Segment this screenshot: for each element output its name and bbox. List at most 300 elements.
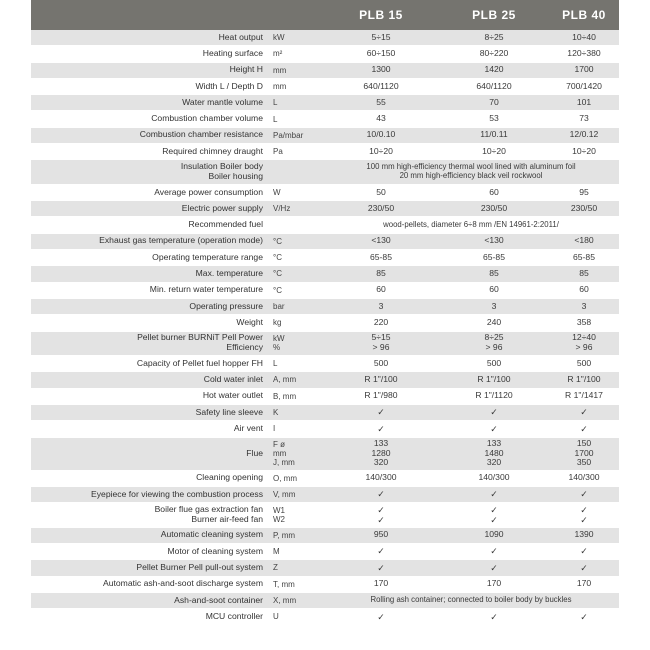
value-line: 3 [581,300,587,311]
value-line: 133 [486,437,502,448]
value-cell-plb25 [439,147,549,157]
value-cell-plb40 [549,375,619,385]
value-line: 8÷25 [484,332,504,343]
row-label-line: Safety line sleeve [195,406,263,417]
shared-value-line: 20 mm high-efficiency black veil rockwool [399,171,543,181]
value-line: 85 [376,268,386,279]
value-line: 133 [373,437,389,448]
value-cell-plb25 [439,82,549,92]
value-line: ✓ [490,546,498,557]
value-cell-plb25 [439,563,549,573]
value-line: 50 [376,186,386,197]
row-unit-line: Z [273,563,278,573]
value-line: 53 [489,113,499,124]
value-line: ✓ [580,489,588,500]
value-line: 65-85 [370,251,392,262]
value-line: 140/300 [568,472,600,483]
row-unit-line: K [273,407,279,417]
value-line: ✓ [490,514,498,525]
value-cell-plb25 [439,302,549,312]
value-line: 60 [489,186,499,197]
table-row [31,577,619,593]
value-cell-plb40 [549,505,619,526]
row-unit-line: W1 [273,505,285,515]
row-unit [267,82,323,91]
value-line: 3 [378,300,384,311]
row-unit [267,596,323,605]
value-line: 170 [576,578,592,589]
value-cell-plb15 [323,253,439,263]
row-unit-line: U [273,612,279,622]
value-line: ✓ [377,611,385,622]
row-unit-line: °C [273,236,282,246]
value-line: 10÷20 [572,145,596,156]
row-label-line: Boiler flue gas extraction fan [154,504,263,514]
value-cell-plb15 [323,424,439,434]
value-line: 950 [373,529,389,540]
row-label-line: Width L / Depth D [195,80,263,91]
value-line: ✓ [377,423,385,434]
value-line: ✓ [580,423,588,434]
table-row [31,487,619,503]
value-cell-plb15 [323,563,439,573]
row-unit [267,424,323,433]
row-unit-line: W [273,187,281,197]
value-cell-plb25 [439,98,549,108]
row-unit-line: L [273,114,278,124]
value-line: ✓ [490,504,498,515]
row-unit [267,98,323,107]
table-row [31,217,619,233]
table-row [31,315,619,331]
value-cell-plb15 [323,114,439,124]
value-cell-plb15 [323,333,439,353]
row-label-line: Heating surface [202,48,263,58]
shared-value-cell [323,221,619,230]
row-label-line: Pellet burner BURNiT Pell Power [137,332,263,343]
row-unit [267,302,323,311]
value-line: 10/0.10 [366,129,396,140]
row-unit-line: kW [273,33,285,43]
value-cell-plb40 [549,114,619,124]
value-cell-plb25 [439,114,549,124]
row-unit [267,563,323,572]
value-cell-plb40 [549,147,619,157]
value-line: 358 [576,316,592,327]
row-label [31,302,267,312]
value-cell-plb25 [439,130,549,140]
value-line: ✓ [490,489,498,500]
row-label-line: Eyepiece for viewing the combustion process [91,488,263,499]
table-header [31,0,619,30]
value-cell-plb25 [439,359,549,369]
value-line: 101 [576,96,592,107]
value-line: 1420 [484,64,504,75]
row-unit [267,334,323,352]
row-unit-line: W2 [273,514,285,524]
row-unit [267,490,323,499]
value-line: 60 [579,284,589,295]
value-line: 12÷40 [572,332,596,343]
value-line: 640/1120 [476,80,512,91]
row-label-line: Hot water outlet [202,390,263,401]
value-cell-plb40 [549,98,619,108]
row-label [31,333,267,353]
row-label [31,220,267,230]
value-cell-plb15 [323,530,439,540]
value-cell-plb40 [549,563,619,573]
value-cell-plb15 [323,439,439,469]
value-cell-plb25 [439,65,549,75]
row-label [31,147,267,157]
value-line: 95 [579,186,589,197]
value-line: 73 [579,113,589,124]
row-label [31,596,267,606]
value-line: 350 [576,457,592,468]
table-row [31,528,619,544]
row-label-line: Ash-and-soot container [174,594,263,605]
table-row [31,95,619,111]
table-row [31,372,619,388]
value-cell-plb15 [323,33,439,43]
row-label-line: Cold water inlet [203,374,263,385]
value-line: 60 [489,284,499,295]
row-label-line: Operating pressure [189,300,263,311]
row-unit [267,612,323,621]
value-line: 60 [376,284,386,295]
row-label [31,82,267,92]
value-line: ✓ [377,562,385,573]
row-label-line: Recommended fuel [188,219,263,230]
shared-value-cell [323,163,619,181]
table-row [31,46,619,62]
row-label-line: Max. temperature [195,268,263,279]
value-line: 43 [376,113,386,124]
value-cell-plb40 [549,204,619,214]
row-unit-line: °C [273,253,282,263]
value-cell-plb15 [323,82,439,92]
row-unit-line: M [273,546,280,556]
row-unit [267,286,323,295]
table-row [31,266,619,282]
value-line: 240 [486,316,502,327]
value-cell-plb40 [549,333,619,353]
value-cell-plb15 [323,359,439,369]
row-unit [267,440,323,468]
value-cell-plb25 [439,489,549,499]
value-line: R 1"/100 [567,374,601,385]
value-cell-plb40 [549,407,619,417]
table-row [31,234,619,250]
value-line: 1390 [574,529,594,540]
row-label [31,49,267,59]
row-label [31,612,267,622]
value-cell-plb40 [549,82,619,92]
row-label [31,236,267,246]
table-row [31,299,619,315]
value-cell-plb15 [323,204,439,214]
value-line: > 96 [485,342,503,353]
shared-value-cell [323,596,619,605]
row-label-line: Heat output [218,31,263,42]
value-cell-plb40 [549,130,619,140]
value-cell-plb15 [323,391,439,401]
row-unit [267,359,323,368]
table-row [31,144,619,160]
value-line: ✓ [490,562,498,573]
row-unit-line: P, mm [273,530,296,540]
value-cell-plb25 [439,204,549,214]
value-line: 170 [486,578,502,589]
value-cell-plb40 [549,579,619,589]
row-label [31,563,267,573]
row-label [31,391,267,401]
value-line: 220 [373,316,389,327]
value-line: 5÷15 [371,31,391,42]
row-unit [267,580,323,589]
row-label-line: Weight [236,316,263,327]
value-cell-plb15 [323,188,439,198]
value-cell-plb25 [439,530,549,540]
value-line: 500 [576,357,592,368]
row-label-line: MCU controller [205,610,263,621]
row-unit [267,147,323,156]
row-label-line: Electric power supply [181,202,263,213]
shared-value-line: wood-pellets, diameter 6÷8 mm /EN 14961-2:2011/ [383,219,559,229]
value-cell-plb15 [323,147,439,157]
value-line: 1480 [484,447,504,458]
row-unit [267,66,323,75]
value-line: 65-85 [483,251,505,262]
model-plb15-header: PLB 15 [359,8,403,22]
value-line: 320 [373,457,389,468]
value-line: 10÷20 [369,145,393,156]
value-line: 55 [376,96,386,107]
row-label [31,359,267,369]
row-label [31,285,267,295]
row-unit [267,506,323,524]
row-unit [267,115,323,124]
row-label-line: Min. return water temperature [149,284,263,295]
value-line: 120÷380 [567,48,601,58]
row-label-line: Average power consumption [154,186,263,197]
value-cell-plb40 [549,612,619,622]
row-unit [267,531,323,540]
row-label-line: Air vent [233,422,263,433]
row-label-line: Height H [229,64,263,75]
row-label [31,188,267,198]
row-unit-line: mm [273,65,287,75]
value-cell-plb25 [439,546,549,556]
value-line: 1300 [371,64,391,75]
value-cell-plb40 [549,530,619,540]
row-label-line: Insulation Boiler body [180,161,263,172]
value-cell-plb25 [439,391,549,401]
value-line: ✓ [490,611,498,622]
value-cell-plb25 [439,333,549,353]
value-line: R 1"/100 [364,374,398,385]
row-unit-line: Pa/mbar [273,130,304,140]
value-cell-plb40 [549,302,619,312]
row-label [31,375,267,385]
row-label-line: Cleaning opening [196,472,263,483]
value-line: 640/1120 [363,80,399,91]
value-cell-plb40 [549,424,619,434]
value-line: ✓ [580,562,588,573]
value-line: 700/1420 [566,80,602,91]
value-line: 60÷150 [366,48,396,58]
value-cell-plb40 [549,359,619,369]
value-cell-plb40 [549,318,619,328]
row-label [31,98,267,108]
value-cell-plb25 [439,49,549,59]
row-unit-line: °C [273,285,282,295]
row-unit [267,49,323,58]
row-label [31,65,267,75]
row-label-line: Burner air-feed fan [191,513,263,524]
value-line: ✓ [580,504,588,515]
value-cell-plb15 [323,98,439,108]
row-unit-line: mm [273,81,287,91]
spec-table [31,0,619,625]
table-row [31,79,619,95]
table-row [31,609,619,625]
table-row [31,503,619,528]
value-line: 3 [491,300,497,311]
table-row [31,63,619,79]
value-cell-plb40 [549,236,619,246]
value-cell-plb15 [323,375,439,385]
value-line: ✓ [580,611,588,622]
row-label [31,253,267,263]
table-row [31,283,619,299]
value-line: ✓ [377,407,385,418]
value-cell-plb15 [323,546,439,556]
value-cell-plb25 [439,285,549,295]
value-line: 140/300 [478,472,510,483]
value-cell-plb15 [323,473,439,483]
row-unit-line: kW [273,334,285,344]
row-label-line: Capacity of Pellet fuel hopper FH [136,357,263,368]
value-line: ✓ [580,546,588,557]
value-line: > 96 [575,342,593,353]
row-label-line: Operating temperature range [152,251,263,262]
value-cell-plb15 [323,407,439,417]
value-cell-plb25 [439,424,549,434]
row-label [31,162,267,182]
row-unit-line: mm [273,448,287,458]
value-line: 150 [576,437,592,448]
row-unit [267,392,323,401]
value-line: ✓ [580,514,588,525]
row-label-line: Automatic cleaning system [160,529,263,540]
value-line: ✓ [490,423,498,434]
row-unit-line: J, mm [273,458,295,468]
value-line: 65-85 [573,251,595,262]
row-label [31,490,267,500]
value-line: 1700 [574,447,594,458]
row-label-line: Combustion chamber resistance [139,129,263,140]
table-row [31,471,619,487]
row-unit-line: L [273,359,278,369]
row-label [31,269,267,279]
row-unit-line: % [273,343,281,353]
value-cell-plb40 [549,489,619,499]
table-row [31,250,619,266]
table-row [31,128,619,144]
row-label [31,408,267,418]
row-unit-line: I [273,424,276,434]
row-unit [267,318,323,327]
value-cell-plb25 [439,505,549,526]
row-unit [267,375,323,384]
value-line: 85 [489,268,499,279]
row-unit-line: Pa [273,147,283,157]
shared-value-line: Rolling ash container; connected to boiler body by buckles [370,594,572,604]
value-cell-plb40 [549,473,619,483]
row-unit [267,33,323,42]
table-row [31,593,619,609]
table-row [31,201,619,217]
value-line: R 1"/1120 [475,390,513,401]
row-label-line: Water mantle volume [182,96,263,107]
value-cell-plb25 [439,579,549,589]
row-label [31,424,267,434]
value-line: 5÷15 [371,332,391,343]
row-label-line: Boiler housing [208,171,263,182]
value-cell-plb25 [439,236,549,246]
row-label-line: Flue [246,447,263,458]
row-unit-line: X, mm [273,595,297,605]
shared-value-line: 100 mm high-efficiency thermal wool lined with aluminum foil [366,162,576,172]
value-line: 85 [579,268,589,279]
row-unit [267,237,323,246]
table-row [31,185,619,201]
row-label [31,530,267,540]
row-label-line: Combustion chamber volume [151,113,263,124]
table-row [31,389,619,405]
table-row [31,421,619,437]
row-unit-line: T, mm [273,579,295,589]
value-line: R 1"/100 [477,374,511,385]
row-unit-line: °C [273,269,282,279]
value-line: 10÷20 [482,145,506,156]
row-label [31,33,267,43]
value-cell-plb40 [549,269,619,279]
value-line: ✓ [377,489,385,500]
value-cell-plb15 [323,130,439,140]
value-cell-plb15 [323,236,439,246]
table-row [31,438,619,471]
row-label [31,473,267,483]
row-unit [267,547,323,556]
row-unit-line: V, mm [273,489,296,499]
row-label [31,114,267,124]
value-cell-plb15 [323,65,439,75]
row-label-line: Motor of cleaning system [167,545,263,556]
row-label-line: Pellet Burner Pell pull-out system [136,561,263,572]
value-cell-plb15 [323,49,439,59]
row-label-line: Exhaust gas temperature (operation mode) [99,235,263,246]
model-plb40-header: PLB 40 [562,8,606,22]
row-unit-line: L [273,98,278,108]
table-row [31,111,619,127]
row-unit [267,188,323,197]
value-cell-plb40 [549,33,619,43]
row-label [31,547,267,557]
value-line: > 96 [372,342,390,353]
value-line: 12/0.12 [569,129,599,140]
